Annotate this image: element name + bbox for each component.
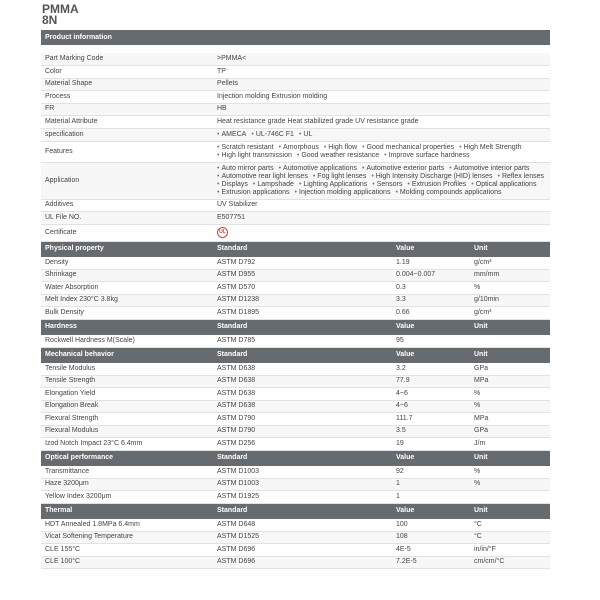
property-unit: MPa <box>470 375 550 388</box>
property-value: 1.19 <box>392 257 470 270</box>
property-standard: ASTM D638 <box>213 400 392 413</box>
datasheet-table <box>41 30 550 569</box>
application-item: • Molding compounds applications <box>395 189 501 197</box>
info-row-features <box>41 141 550 162</box>
property-value: 0.004~0.007 <box>392 269 470 282</box>
property-unit: GPa <box>470 425 550 438</box>
ul-certification-icon: UL <box>217 227 228 238</box>
property-standard: ASTM D1895 <box>213 307 392 320</box>
section-title: Physical property <box>41 241 213 257</box>
property-row <box>41 388 550 401</box>
info-value-list <box>213 128 550 141</box>
property-value: 95 <box>392 335 470 348</box>
property-name: HDT Annealed 1.8MPa 6.4mm <box>41 519 213 532</box>
info-label: Process <box>41 91 213 104</box>
section-title: Hardness <box>41 319 213 335</box>
property-name: Melt Index 230°C 3.8kg <box>41 294 213 307</box>
property-row <box>41 425 550 438</box>
application-item: • Automotive exterior parts <box>362 165 444 173</box>
property-row <box>41 438 550 451</box>
features-item: • Good weather resistance <box>297 152 379 160</box>
property-value: 0.66 <box>392 307 470 320</box>
column-header-value: Value <box>392 450 470 466</box>
application-item: • Automotive rear light lenses <box>217 173 308 181</box>
property-value: 0.3 <box>392 282 470 295</box>
info-value: TP <box>213 66 550 79</box>
application-item: • Automotive applications <box>279 165 357 173</box>
section-title: Mechanical behavior <box>41 347 213 363</box>
info-label: Certificate <box>41 224 213 241</box>
property-name: Haze 3200μm <box>41 478 213 491</box>
section-header <box>41 503 550 519</box>
column-header-standard: Standard <box>213 450 392 466</box>
property-row <box>41 478 550 491</box>
application-item: • Displays <box>217 181 248 189</box>
info-label: Color <box>41 66 213 79</box>
property-name: Elongation Break <box>41 400 213 413</box>
property-value: 100 <box>392 519 470 532</box>
property-row <box>41 400 550 413</box>
column-header-unit: Unit <box>470 503 550 519</box>
property-unit: J/m <box>470 438 550 451</box>
property-unit <box>470 335 550 348</box>
spacer-row <box>41 45 550 53</box>
features-item: • High light transmission <box>217 152 292 160</box>
info-label: UL File NO. <box>41 212 213 225</box>
property-value: 3.3 <box>392 294 470 307</box>
property-name: Vicat Softening Temperature <box>41 531 213 544</box>
info-label: Material Attribute <box>41 116 213 129</box>
property-value: 1 <box>392 478 470 491</box>
property-unit: °C <box>470 531 550 544</box>
property-unit <box>470 491 550 504</box>
property-row <box>41 491 550 504</box>
section-header <box>41 241 550 257</box>
section-title: Thermal <box>41 503 213 519</box>
property-unit: % <box>470 478 550 491</box>
application-item: • Sensors <box>372 181 402 189</box>
column-header-unit: Unit <box>470 241 550 257</box>
property-standard: ASTM D1525 <box>213 531 392 544</box>
info-row-specification <box>41 128 550 141</box>
application-item: • Optical applications <box>471 181 536 189</box>
info-value: E507751 <box>213 212 550 225</box>
property-name: Flexural Modulus <box>41 425 213 438</box>
property-unit: % <box>470 388 550 401</box>
property-unit: % <box>470 282 550 295</box>
property-row <box>41 335 550 348</box>
column-header-value: Value <box>392 347 470 363</box>
info-label: Additives <box>41 199 213 212</box>
info-label: specification <box>41 128 213 141</box>
property-name: Tensile Modulus <box>41 363 213 376</box>
property-unit: g/cm³ <box>470 307 550 320</box>
property-name: CLE 155°C <box>41 544 213 557</box>
column-header-value: Value <box>392 319 470 335</box>
features-item: • Good mechanical properties <box>362 144 454 152</box>
property-standard: ASTM D955 <box>213 269 392 282</box>
property-unit: % <box>470 466 550 479</box>
section-header <box>41 347 550 363</box>
info-label: FR <box>41 103 213 116</box>
section-header <box>41 319 550 335</box>
info-label: Application <box>41 162 213 199</box>
spacer-cell <box>41 45 550 53</box>
specification-item: • UL-746C F1 <box>251 131 294 139</box>
section-title: Optical performance <box>41 450 213 466</box>
specification-item: • AMECA <box>217 131 246 139</box>
property-unit: MPa <box>470 413 550 426</box>
property-standard: ASTM D1925 <box>213 491 392 504</box>
property-standard: ASTM D1003 <box>213 478 392 491</box>
property-unit: cm/cm/°C <box>470 556 550 569</box>
features-item: • Improve surface hardness <box>384 152 469 160</box>
application-item: • Reflex lenses <box>498 173 544 181</box>
property-standard: ASTM D790 <box>213 413 392 426</box>
property-value: 4~6 <box>392 400 470 413</box>
property-unit: % <box>470 400 550 413</box>
property-standard: ASTM D696 <box>213 556 392 569</box>
property-standard: ASTM D1003 <box>213 466 392 479</box>
property-value: 111.7 <box>392 413 470 426</box>
property-row <box>41 375 550 388</box>
section-header <box>41 450 550 466</box>
application-item: • Extrusion applications <box>217 189 290 197</box>
section-header-product-information <box>41 30 550 45</box>
property-standard: ASTM D638 <box>213 388 392 401</box>
info-row <box>41 66 550 79</box>
info-row <box>41 103 550 116</box>
property-standard: ASTM D785 <box>213 335 392 348</box>
application-item: • Lampshade <box>253 181 294 189</box>
property-row <box>41 519 550 532</box>
features-item: • High flow <box>324 144 357 152</box>
property-row <box>41 413 550 426</box>
property-name: Water Absorption <box>41 282 213 295</box>
info-row <box>41 91 550 104</box>
application-item: • Lighting Applications <box>299 181 367 189</box>
property-row <box>41 257 550 270</box>
property-unit: in/in/°F <box>470 544 550 557</box>
property-standard: ASTM D570 <box>213 282 392 295</box>
property-name: Yellow Index 3200μm <box>41 491 213 504</box>
property-standard: ASTM D1238 <box>213 294 392 307</box>
info-row-additives <box>41 199 550 212</box>
info-label: Material Shape <box>41 78 213 91</box>
property-row <box>41 544 550 557</box>
property-value: 19 <box>392 438 470 451</box>
property-unit: °C <box>470 519 550 532</box>
application-item: • Auto mirror parts <box>217 165 274 173</box>
property-unit: g/cm³ <box>470 257 550 270</box>
property-value: 1 <box>392 491 470 504</box>
property-name: Shrinkage <box>41 269 213 282</box>
property-standard: ASTM D792 <box>213 257 392 270</box>
property-name: CLE 100°C <box>41 556 213 569</box>
column-header-unit: Unit <box>470 450 550 466</box>
material-grade: 8N <box>42 13 58 27</box>
info-value: UV Stabilizer <box>213 199 550 212</box>
info-row <box>41 53 550 66</box>
property-row <box>41 307 550 320</box>
features-item: • High Melt Strength <box>459 144 521 152</box>
column-header-value: Value <box>392 241 470 257</box>
info-row-certificate <box>41 224 550 241</box>
application-item: • Injection molding applications <box>295 189 391 197</box>
property-row <box>41 556 550 569</box>
property-name: Elongation Yield <box>41 388 213 401</box>
property-row <box>41 294 550 307</box>
property-name: Bulk Density <box>41 307 213 320</box>
property-name: Rockwell Hardness M(Scale) <box>41 335 213 348</box>
info-row <box>41 116 550 129</box>
info-value: Heat resistance grade Heat stabilized grade UV resistance grade <box>213 116 550 129</box>
column-header-standard: Standard <box>213 503 392 519</box>
property-value: 108 <box>392 531 470 544</box>
column-header-standard: Standard <box>213 347 392 363</box>
property-standard: ASTM D256 <box>213 438 392 451</box>
info-value-list <box>213 162 550 199</box>
info-row <box>41 78 550 91</box>
property-row <box>41 363 550 376</box>
property-unit: GPa <box>470 363 550 376</box>
specification-item: • UL <box>299 131 312 139</box>
property-name: Density <box>41 257 213 270</box>
property-name: Flexural Strength <box>41 413 213 426</box>
info-label: Part Marking Code <box>41 53 213 66</box>
property-value: 7.2E-5 <box>392 556 470 569</box>
property-standard: ASTM D790 <box>213 425 392 438</box>
property-standard: ASTM D648 <box>213 519 392 532</box>
column-header-value: Value <box>392 503 470 519</box>
property-name: Tensile Strength <box>41 375 213 388</box>
property-value: 4E-5 <box>392 544 470 557</box>
info-label: Features <box>41 141 213 162</box>
info-row-application <box>41 162 550 199</box>
property-unit: mm/mm <box>470 269 550 282</box>
property-row <box>41 466 550 479</box>
property-value: 4~6 <box>392 388 470 401</box>
application-item: • Automotive interior parts <box>449 165 529 173</box>
property-value: 92 <box>392 466 470 479</box>
info-row-ul_file <box>41 212 550 225</box>
info-value-list <box>213 141 550 162</box>
property-standard: ASTM D638 <box>213 363 392 376</box>
property-standard: ASTM D638 <box>213 375 392 388</box>
column-header-standard: Standard <box>213 241 392 257</box>
info-value: HB <box>213 103 550 116</box>
application-item: • Extrusion Profiles <box>407 181 466 189</box>
property-name: Transmittance <box>41 466 213 479</box>
features-item: • Amorphous <box>279 144 319 152</box>
property-value: 3.5 <box>392 425 470 438</box>
info-value: Pellets <box>213 78 550 91</box>
column-header-unit: Unit <box>470 319 550 335</box>
material-title: PMMA <box>42 2 79 16</box>
property-value: 77.9 <box>392 375 470 388</box>
section-title: Product information <box>41 30 550 45</box>
column-header-standard: Standard <box>213 319 392 335</box>
application-item: • High Intensity Discharge (HID) lenses <box>371 173 492 181</box>
property-row <box>41 531 550 544</box>
property-name: Izod Notch Impact 23°C 6.4mm <box>41 438 213 451</box>
info-value: Injection molding Extrusion molding <box>213 91 550 104</box>
info-value <box>213 224 550 241</box>
property-row <box>41 269 550 282</box>
column-header-unit: Unit <box>470 347 550 363</box>
property-row <box>41 282 550 295</box>
property-standard: ASTM D696 <box>213 544 392 557</box>
info-value: >PMMA< <box>213 53 550 66</box>
application-item: • Fog light lenses <box>313 173 366 181</box>
features-item: • Scratch resistant <box>217 144 274 152</box>
property-unit: g/10min <box>470 294 550 307</box>
property-value: 3.2 <box>392 363 470 376</box>
